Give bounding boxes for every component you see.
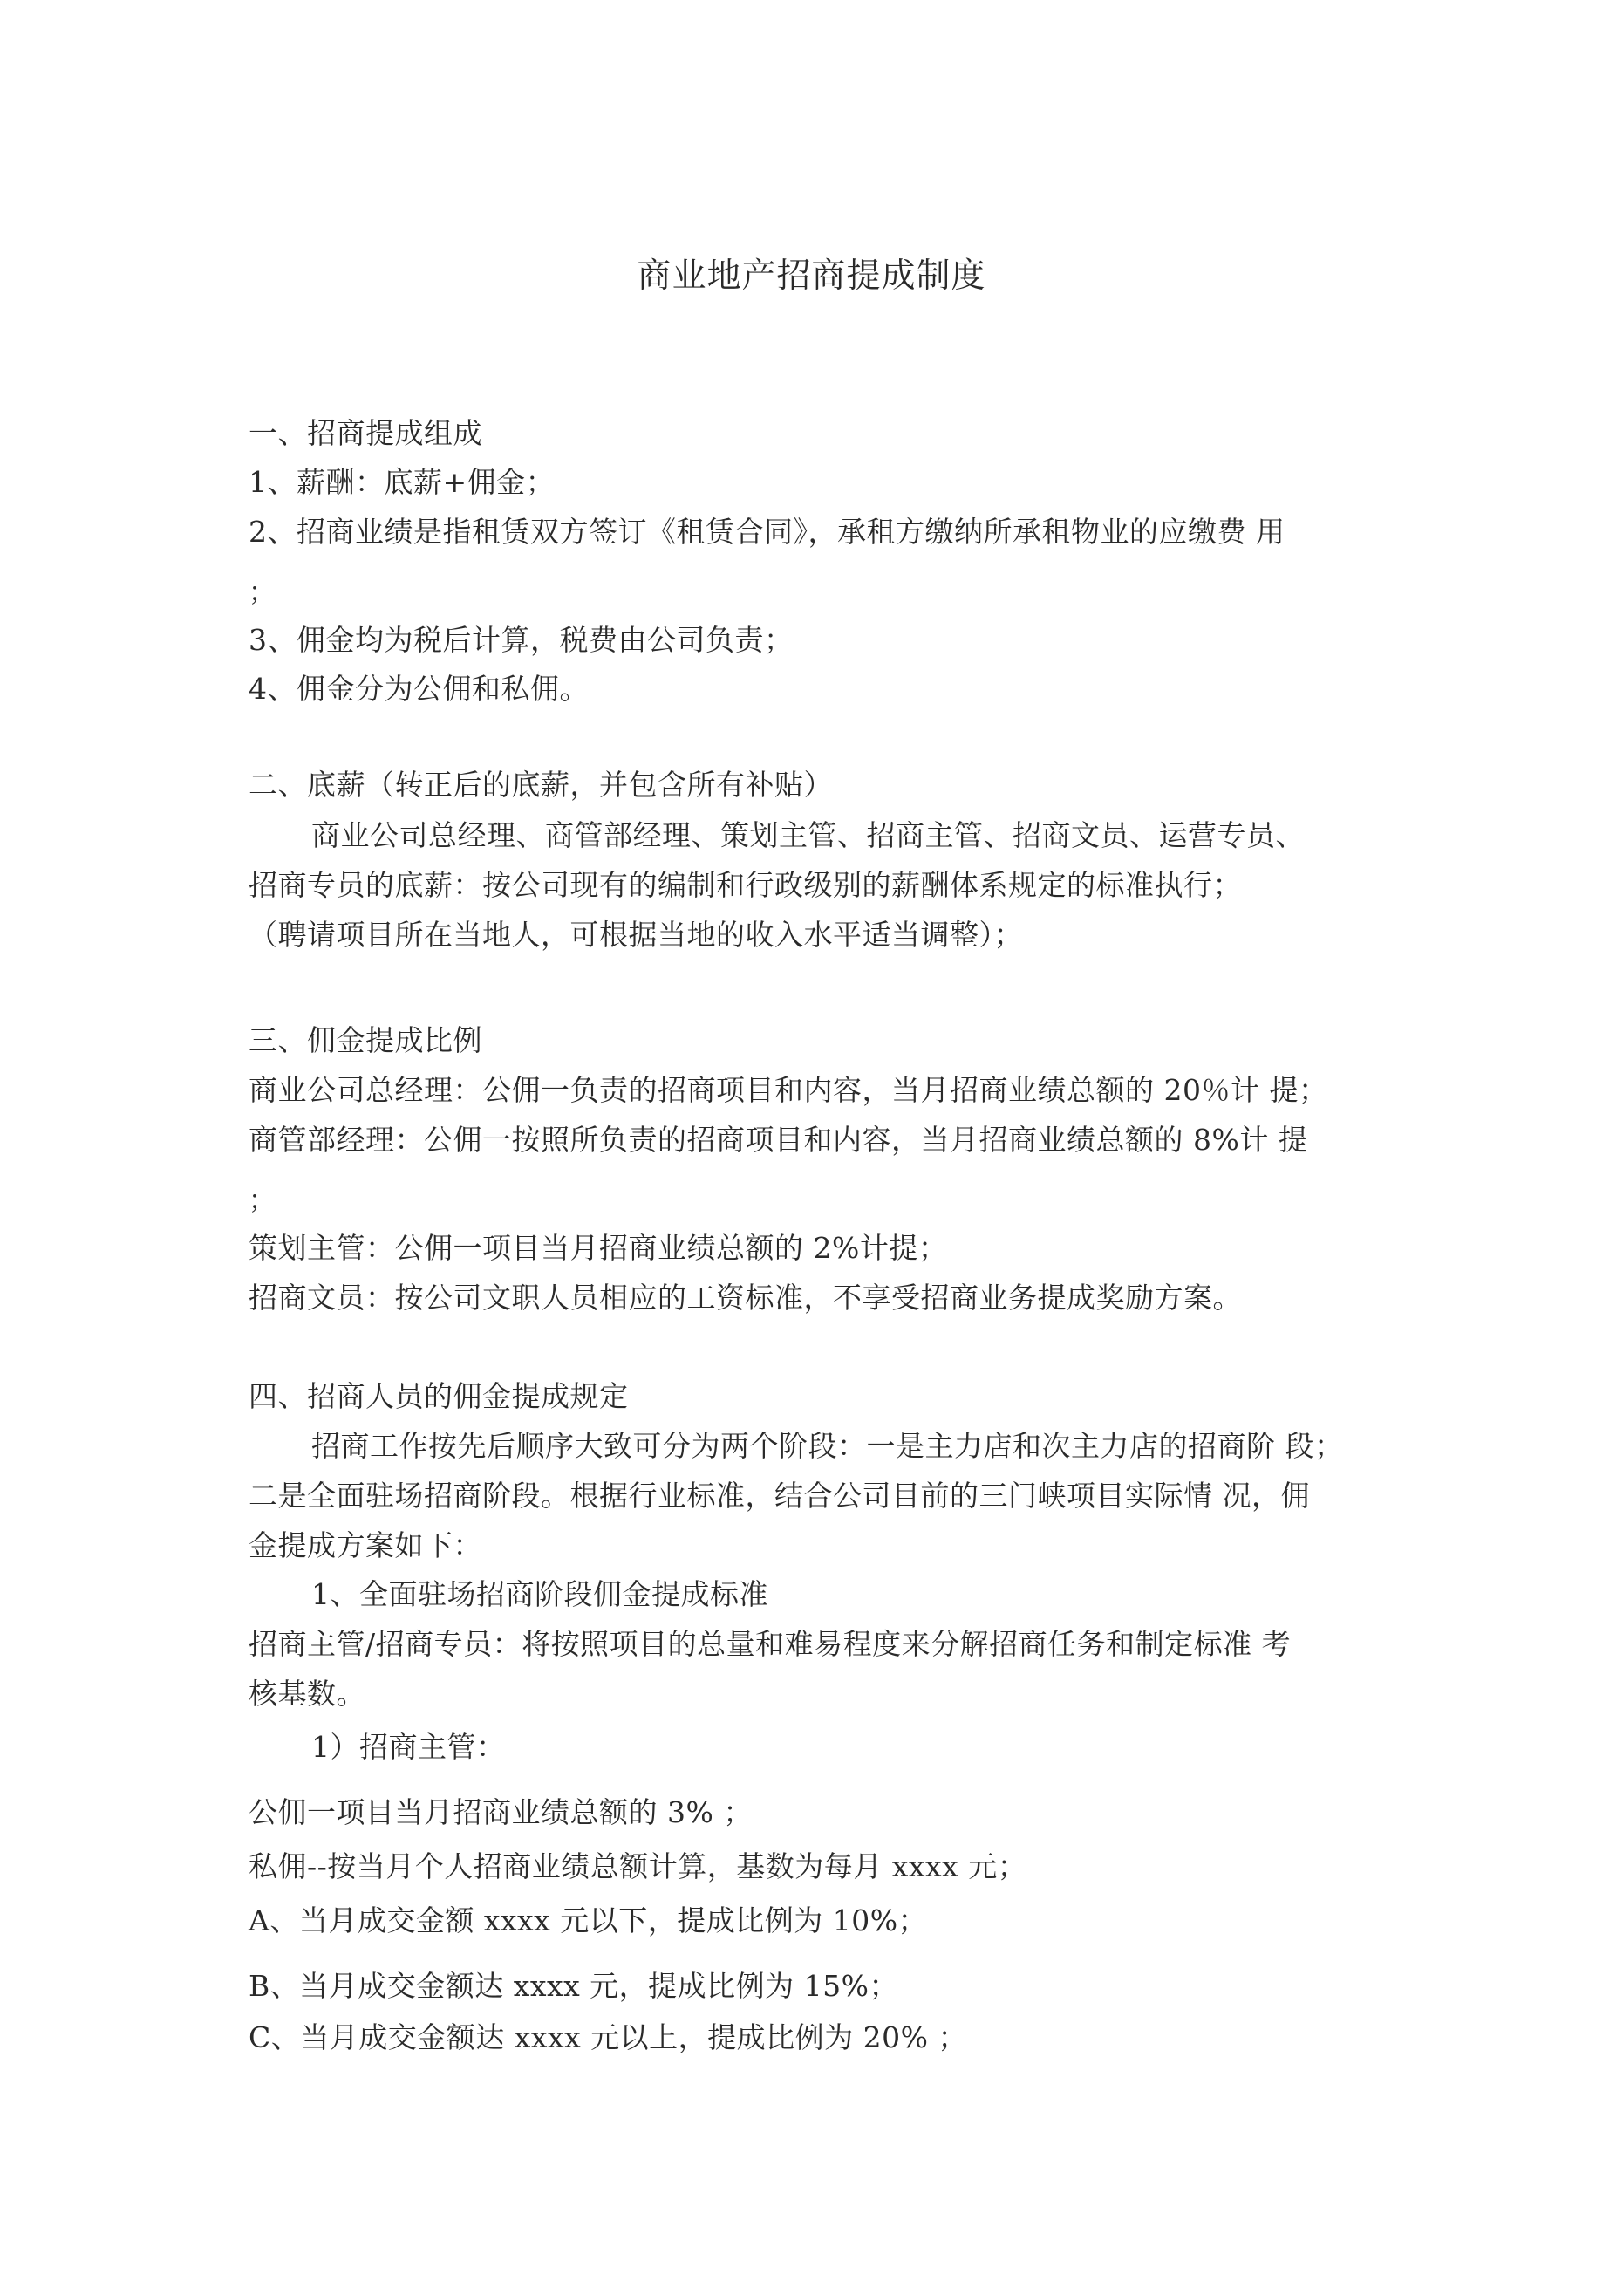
section-heading-1: 一、招商提成组成 <box>249 416 482 450</box>
paragraph-line: 商管部经理：公佣一按照所负责的招商项目和内容，当月招商业绩总额的 8%计 提 <box>249 1123 1308 1157</box>
paragraph-line: 策划主管：公佣一项目当月招商业绩总额的 2%计提； <box>249 1231 948 1265</box>
paragraph-line: （聘请项目所在当地人，可根据当地的收入水平适当调整）； <box>249 918 1023 952</box>
subsection-heading: 1）招商主管： <box>311 1730 506 1764</box>
section-heading-2: 二、底薪（转正后的底薪，并包含所有补贴） <box>249 768 833 802</box>
paragraph-line: 二是全面驻场招商阶段。根据行业标准，结合公司目前的三门峡项目实际情 况，佣 <box>249 1479 1310 1513</box>
paragraph-line: ； <box>249 577 276 608</box>
paragraph-line: 招商工作按先后顺序大致可分为两个阶段：一是主力店和次主力店的招商阶 段； <box>311 1429 1344 1463</box>
paragraph-line: 招商文员：按公司文职人员相应的工资标准，不享受招商业务提成奖励方案。 <box>249 1281 1242 1315</box>
paragraph-line: C、当月成交金额达 xxxx 元以上，提成比例为 20% ； <box>249 2020 967 2054</box>
subsection-heading: 1、全面驻场招商阶段佣金提成标准 <box>311 1577 768 1611</box>
paragraph-line: 金提成方案如下： <box>249 1528 482 1562</box>
paragraph-line: 私佣--按当月个人招商业绩总额计算，基数为每月 xxxx 元； <box>249 1849 1027 1883</box>
paragraph-line: 招商主管/招商专员：将按照项目的总量和难易程度来分解招商任务和制定标准 考 <box>249 1627 1292 1661</box>
paragraph-line: 2、招商业绩是指租赁双方签订《租赁合同》，承租方缴纳所承租物业的应缴费 用 <box>249 515 1285 549</box>
paragraph-line: B、当月成交金额达 xxxx 元，提成比例为 15%； <box>249 1969 899 2003</box>
paragraph-line: 商业公司总经理：公佣一负责的招商项目和内容，当月招商业绩总额的 20％计 提； <box>249 1073 1328 1107</box>
section-heading-4: 四、招商人员的佣金提成规定 <box>249 1379 629 1413</box>
paragraph-line: 商业公司总经理、商管部经理、策划主管、招商主管、招商文员、运营专员、 <box>311 818 1305 852</box>
paragraph-line: 招商专员的底薪：按公司现有的编制和行政级别的薪酬体系规定的标准执行； <box>249 868 1242 902</box>
paragraph-line: 4、佣金分为公佣和私佣。 <box>249 672 589 706</box>
section-heading-3: 三、佣金提成比例 <box>249 1023 482 1057</box>
paragraph-line: A、当月成交金额 xxxx 元以下，提成比例为 10%； <box>249 1903 928 1937</box>
paragraph-line: 3、佣金均为税后计算，税费由公司负责； <box>249 623 794 657</box>
paragraph-line: 1、薪酬：底薪+佣金； <box>249 465 556 499</box>
paragraph-line: ； <box>249 1186 276 1216</box>
document-title: 商业地产招商提成制度 <box>637 256 986 296</box>
paragraph-line: 公佣一项目当月招商业绩总额的 3% ； <box>249 1795 753 1829</box>
paragraph-line: 核基数。 <box>249 1677 365 1711</box>
